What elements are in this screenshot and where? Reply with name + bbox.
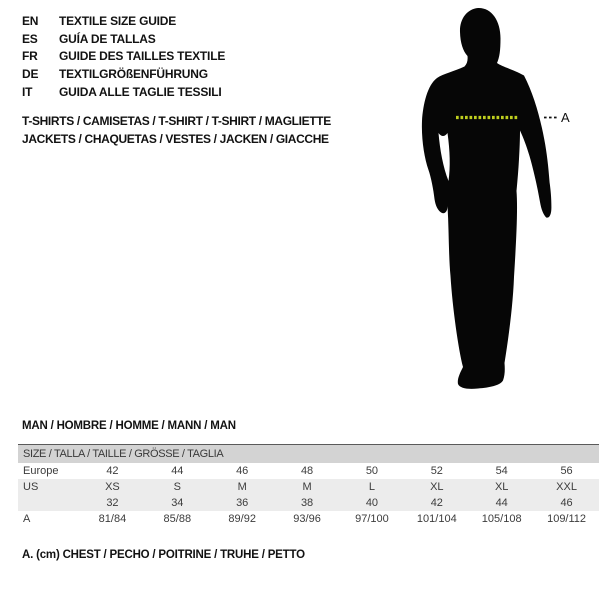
silhouette-body (422, 8, 552, 389)
size-cell: XL (494, 481, 509, 493)
size-cell: XS (105, 481, 120, 493)
language-code: ES (22, 31, 38, 46)
size-cell: 36 (236, 497, 249, 509)
language-label: GUÍA DE TALLAS (59, 31, 156, 46)
size-cell: 34 (171, 497, 184, 509)
language-code: DE (22, 66, 39, 81)
size-cell: 81/84 (98, 513, 127, 525)
size-cell: 42 (430, 497, 443, 509)
language-label: GUIDA ALLE TAGLIE TESSILI (59, 84, 222, 99)
language-label: GUIDE DES TAILLES TEXTILE (59, 49, 226, 64)
language-code: EN (22, 13, 39, 28)
size-cell: XL (430, 481, 444, 493)
size-cell: 48 (300, 465, 314, 477)
size-cell: XXL (556, 481, 577, 493)
language-label: TEXTILE SIZE GUIDE (59, 13, 177, 28)
table-row-chest-a (18, 511, 599, 527)
language-row (22, 12, 225, 30)
size-cell: 54 (495, 465, 508, 477)
row-label: A (23, 513, 31, 525)
size-cell: 40 (365, 497, 379, 509)
size-cell: 101/104 (416, 513, 457, 525)
size-cell: 44 (171, 465, 184, 477)
size-cell: 38 (300, 497, 314, 509)
table-row-us (18, 479, 599, 495)
row-label: Europe (23, 465, 59, 477)
table-header-label: SIZE / TALLA / TAILLE / GRÖSSE / TAGLIA (23, 448, 224, 460)
language-label: TEXTILGRÖßENFÜHRUNG (59, 66, 208, 81)
category-list (22, 113, 331, 148)
size-cell: S (173, 481, 181, 493)
size-cell: 97/100 (355, 513, 389, 525)
size-cell: M (302, 481, 312, 493)
table-row-numeric (18, 495, 599, 511)
size-cell: 32 (106, 497, 119, 509)
size-cell: 46 (560, 497, 573, 509)
language-row (22, 47, 225, 65)
size-cell: L (368, 481, 375, 493)
size-cell: 42 (106, 465, 119, 477)
language-row (22, 83, 225, 101)
man-silhouette (416, 5, 566, 395)
language-row (22, 65, 225, 83)
size-table (18, 444, 599, 527)
category-jackets: JACKETS / CHAQUETAS / VESTES / JACKEN / GIACCHE (22, 131, 329, 146)
size-cell: 50 (365, 465, 379, 477)
size-cell: 93/96 (293, 513, 321, 525)
size-cell: 85/88 (163, 513, 192, 525)
language-code: FR (22, 49, 38, 64)
language-list (22, 12, 225, 100)
size-cell: 89/92 (228, 513, 256, 525)
size-cell: 52 (430, 465, 443, 477)
size-cell: 44 (495, 497, 508, 509)
measurement-footnote: A. (cm) CHEST / PECHO / POITRINE / TRUHE / PETTO (22, 549, 305, 561)
category-tshirts: T-SHIRTS / CAMISETAS / T-SHIRT / T-SHIRT / MAGLIETTE (22, 114, 331, 128)
size-cell: 56 (560, 465, 573, 477)
row-label: US (23, 481, 39, 493)
size-cell: 46 (236, 465, 249, 477)
table-header (18, 444, 599, 463)
section-title-man: MAN / HOMBRE / HOMME / MANN / MAN (22, 420, 236, 432)
size-cell: 105/108 (481, 513, 522, 525)
measure-label-a: A (561, 110, 570, 125)
size-cell: M (237, 481, 247, 493)
language-code: IT (22, 84, 33, 99)
table-row-europe (18, 463, 599, 479)
language-row (22, 30, 225, 48)
size-cell: 109/112 (547, 513, 587, 525)
